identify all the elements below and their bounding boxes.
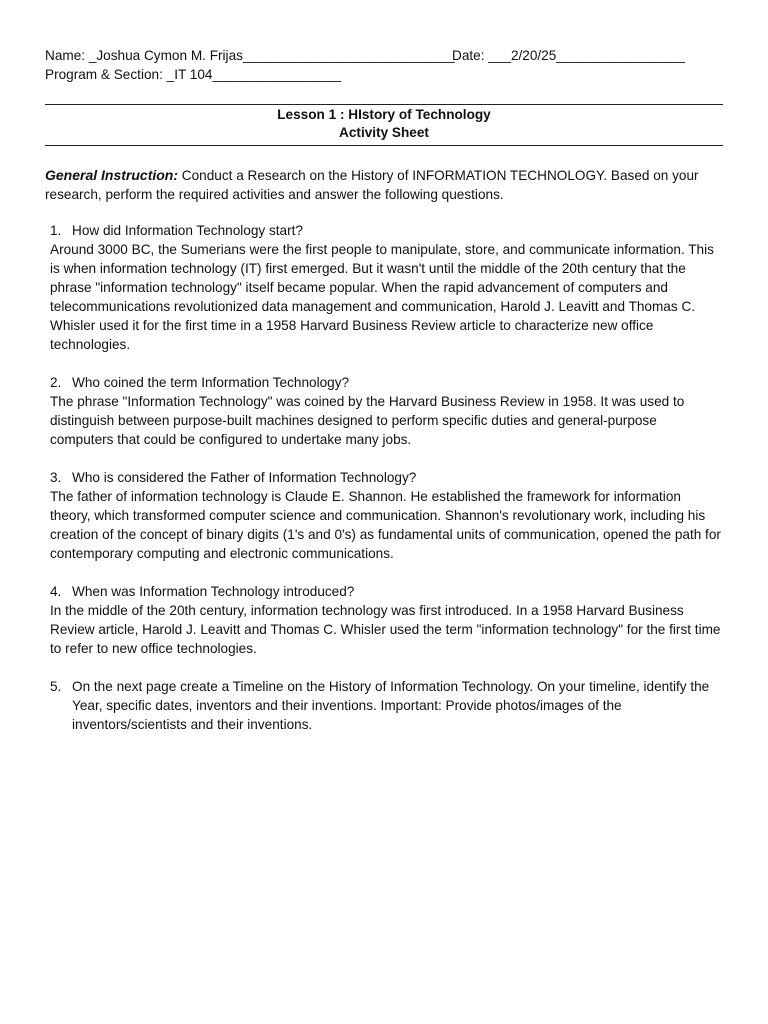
question-number: 1. bbox=[50, 223, 62, 238]
question-number: 2. bbox=[50, 375, 62, 390]
question-3 bbox=[50, 468, 722, 487]
question-1 bbox=[50, 221, 722, 240]
activity-sheet-title: Activity Sheet bbox=[339, 125, 429, 140]
date-line: Date: ___2/20/25_________________ bbox=[452, 48, 685, 63]
question-block-3 bbox=[50, 468, 722, 563]
question-text: Who coined the term Information Technology? bbox=[72, 375, 350, 390]
question-text: Who is considered the Father of Information Technology? bbox=[72, 470, 417, 485]
task-5 bbox=[50, 677, 722, 734]
instruction-lead: General Instruction: bbox=[45, 167, 179, 183]
name-line: Name: _Joshua Cymon M. Frijas____________________________ bbox=[45, 48, 455, 63]
question-block-2 bbox=[50, 373, 722, 449]
question-number: 3. bbox=[50, 470, 62, 485]
question-4 bbox=[50, 582, 722, 601]
task-text: On the next page create a Timeline on the History of Information Technology. On your timeline, identify the Year, specific dates, inventors and their inventions. Important: Provide photos/images of the inventors/scientists and their inventions. bbox=[72, 679, 710, 732]
answer-2: The phrase "Information Technology" was coined by the Harvard Business Review in 1958. It was used to distinguish between purpose-built machines designed to perform specific duties and general-purpose computers that could be configured to undertake many jobs. bbox=[50, 394, 685, 447]
question-text: When was Information Technology introduced? bbox=[72, 584, 355, 599]
lesson-title: Lesson 1 : HIstory of Technology bbox=[277, 107, 491, 122]
program-section-line: Program & Section: _IT 104_________________ bbox=[45, 67, 342, 82]
instruction-text: Conduct a Research on the History of INFORMATION TECHNOLOGY. Based on your research, perform the required activities and answer the following questions. bbox=[45, 168, 699, 202]
answer-4: In the middle of the 20th century, information technology was first introduced. In a 1958 Harvard Business Review article, Harold J. Leavitt and Thomas C. Whisler used the term "information technology" for the first time to refer to new office technologies. bbox=[50, 603, 721, 656]
question-block-1 bbox=[50, 221, 722, 354]
task-number: 5. bbox=[50, 679, 62, 694]
general-instruction bbox=[45, 166, 725, 204]
answer-3: The father of information technology is Claude E. Shannon. He established the framework for information theory, which transformed computer science and communication. Shannon's revolutionary work, including his creation of the concept of binary digits (1's and 0's) as fundamental units of communication, opened the path for contemporary computing and electronic communications. bbox=[50, 489, 721, 561]
bottom-divider bbox=[45, 145, 723, 146]
question-number: 4. bbox=[50, 584, 62, 599]
question-block-4 bbox=[50, 582, 722, 658]
top-divider bbox=[45, 104, 723, 105]
question-2 bbox=[50, 373, 722, 392]
answer-1: Around 3000 BC, the Sumerians were the first people to manipulate, store, and communicate information. This is when information technology (IT) first emerged. But it wasn't until the middle of the 20th century that the phrase "information technology" itself became popular. When the rapid advancement of computers and telecommunications revolutionized data management and communication, Harold J. Leavitt and Thomas C. Whisler used it for the first time in a 1958 Harvard Business Review article to characterize new office technologies. bbox=[50, 242, 714, 352]
question-text: How did Information Technology start? bbox=[72, 223, 303, 238]
